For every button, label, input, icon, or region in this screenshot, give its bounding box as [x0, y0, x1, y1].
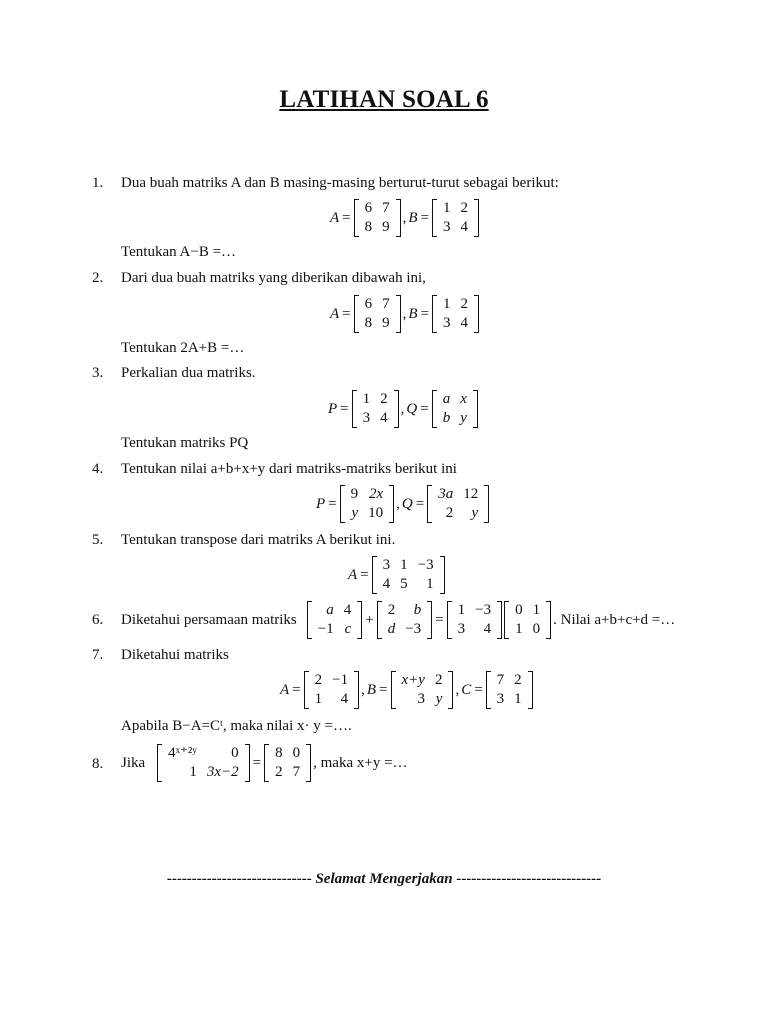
problem-8-text-after: , maka x+y =… [313, 754, 408, 771]
matrix-cell: 8 [275, 745, 283, 761]
matrix-cell: 4 [340, 691, 349, 707]
problem-4-number: 4. [92, 461, 104, 477]
problem-5-matrix-a [372, 556, 445, 594]
matrix-cell: 3 [362, 410, 371, 426]
matrix-cell: 7 [292, 764, 301, 780]
matrix-cell: 7 [496, 672, 505, 688]
matrix-cell: 1 [426, 576, 434, 592]
matrix-cell: −3 [475, 602, 492, 618]
matrix-cell: 8 [364, 315, 373, 331]
matrix-cell: 4ˣ⁺²ʸ [168, 745, 197, 761]
closing-line [0, 871, 768, 888]
matrix-cell: 3 [382, 557, 391, 573]
matrix-cell: 7 [382, 200, 390, 216]
closing-dashes-right: ----------------------------- [456, 871, 602, 887]
problem-1-matrix-a [354, 199, 401, 237]
problem-7-question: Apabila B−A=Cᵗ, maka nilai x· y =…. [121, 718, 352, 734]
matrix-cell: 2 [275, 764, 283, 780]
matrix-cell: 1 [314, 691, 323, 707]
matrix-cell: 4 [343, 602, 352, 618]
matrix-cell: 3 [443, 315, 451, 331]
problem-6-matrix-3 [447, 601, 502, 639]
matrix-cell: y [471, 505, 479, 521]
matrix-cell: 3 [457, 621, 466, 637]
matrix-cell: b [442, 410, 451, 426]
problem-8-matrix-2 [264, 744, 311, 782]
problem-3-matrix-p [352, 390, 399, 428]
matrix-cell: 1 [514, 691, 522, 707]
problem-7-equation: A = 2 −1 1 4 , B = x+y 2 3 y , C = 7 2 3 1 [280, 671, 533, 709]
problem-1-question: Tentukan A−B =… [121, 244, 237, 260]
problem-6-matrix-1 [307, 601, 362, 639]
matrix-cell: 5 [400, 576, 408, 592]
problem-8-number: 8. [92, 756, 104, 772]
matrix-cell: 2 [380, 391, 388, 407]
problem-5-equation: A = 3 1 −3 4 5 1 [348, 556, 445, 594]
problem-2-text: Dari dua buah matriks yang diberikan dibawah ini, [121, 270, 426, 286]
matrix-cell: 10 [368, 505, 384, 521]
matrix-cell: x [460, 391, 467, 407]
matrix-cell: 2x [368, 486, 384, 502]
problem-4-matrix-p [340, 485, 395, 523]
matrix-cell: 4 [382, 576, 391, 592]
matrix-cell: 6 [364, 296, 373, 312]
problem-2-question: Tentukan 2A+B =… [121, 340, 245, 356]
matrix-cell: −1 [317, 621, 334, 637]
matrix-cell: 2 [460, 200, 469, 216]
matrix-cell: 2 [514, 672, 522, 688]
closing-dashes-left: ----------------------------- [166, 871, 312, 887]
problem-8-equation: Jika 4ˣ⁺²ʸ 0 1 3x−2 = 8 0 2 7 , maka x+y =… [121, 745, 408, 780]
matrix-cell: 1 [443, 200, 451, 216]
matrix-cell: 12 [463, 486, 479, 502]
matrix-cell: 3 [417, 691, 425, 707]
page-title: LATIHAN SOAL 6 [279, 86, 489, 113]
matrix-cell: 3 [496, 691, 505, 707]
problem-5-number: 5. [92, 532, 104, 548]
problem-1-text: Dua buah matriks A dan B masing-masing berturut-turut sebagai berikut: [121, 175, 559, 191]
problem-2-equation: A = 6 7 8 9 , B = 1 2 3 4 [330, 295, 479, 333]
matrix-cell: −3 [405, 621, 422, 637]
matrix-cell: 0 [292, 745, 301, 761]
problem-6-matrix-2 [377, 601, 432, 639]
problem-6-text: Diketahui persamaan matriks [121, 611, 297, 628]
matrix-cell: d [387, 621, 396, 637]
matrix-cell: 0 [515, 602, 523, 618]
matrix-cell: 0 [532, 621, 541, 637]
matrix-cell: 3x−2 [206, 764, 239, 780]
problem-3-equation: P = 1 2 3 4 , Q = a x b y [328, 390, 478, 428]
problem-8-text: Jika [121, 754, 146, 771]
problem-7-text: Diketahui matriks [121, 647, 229, 663]
matrix-cell: 2 [434, 672, 443, 688]
matrix-cell: 2 [460, 296, 469, 312]
problem-7-matrix-a [304, 671, 359, 709]
problem-3-matrix-q [432, 390, 478, 428]
matrix-cell: 4 [483, 621, 492, 637]
problem-4-matrix-q [427, 485, 489, 523]
matrix-cell: 9 [350, 486, 359, 502]
problem-3-number: 3. [92, 365, 104, 381]
problem-7-matrix-b [391, 671, 454, 709]
problem-1-equation: A = 6 7 8 9 , B = 1 2 3 4 [330, 199, 479, 237]
matrix-cell: 4 [460, 315, 469, 331]
matrix-cell: a [326, 602, 334, 618]
matrix-cell: 7 [382, 296, 390, 312]
problem-6-equation: Diketahui persamaan matriks a 4 −1 c + 2 b d −3 = 1 −3 3 4 0 1 1 0 . Nilai a+b+c+d =… [121, 602, 676, 637]
matrix-cell: b [413, 602, 422, 618]
matrix-cell: y [435, 691, 443, 707]
matrix-cell: y [460, 410, 467, 426]
matrix-cell: 4 [380, 410, 388, 426]
matrix-cell: 8 [364, 219, 373, 235]
matrix-cell: c [344, 621, 352, 637]
matrix-cell: −3 [417, 557, 434, 573]
matrix-cell: 1 [457, 602, 466, 618]
problem-1-matrix-b [432, 199, 479, 237]
matrix-cell: 6 [364, 200, 373, 216]
matrix-cell: 1 [443, 296, 451, 312]
matrix-cell: 1 [400, 557, 408, 573]
problem-2-matrix-a [354, 295, 401, 333]
matrix-cell: 1 [532, 602, 541, 618]
matrix-cell: 1 [362, 391, 371, 407]
problem-7-number: 7. [92, 647, 104, 663]
problem-5-text: Tentukan transpose dari matriks A berikut ini. [121, 532, 396, 548]
matrix-cell: 3a [438, 486, 454, 502]
problem-3-question: Tentukan matriks PQ [121, 435, 249, 451]
matrix-cell: 2 [387, 602, 396, 618]
matrix-cell: 9 [382, 315, 390, 331]
matrix-cell: 2 [445, 505, 454, 521]
problem-2-number: 2. [92, 270, 104, 286]
problem-6-text-after: . Nilai a+b+c+d =… [553, 611, 676, 628]
problem-1-number: 1. [92, 175, 104, 191]
problem-6-number: 6. [92, 612, 104, 628]
closing-message: Selamat Mengerjakan [315, 871, 453, 887]
matrix-cell: 9 [382, 219, 390, 235]
matrix-cell: a [442, 391, 451, 407]
matrix-cell: y [351, 505, 359, 521]
problem-4-equation: P = 9 2x y 10 , Q = 3a 12 2 y [316, 485, 489, 523]
matrix-cell: 1 [515, 621, 523, 637]
matrix-cell: 3 [443, 219, 451, 235]
matrix-cell: −1 [332, 672, 349, 688]
problem-7-matrix-c [486, 671, 533, 709]
matrix-cell: 4 [460, 219, 469, 235]
matrix-cell: 0 [231, 745, 239, 761]
problem-4-text: Tentukan nilai a+b+x+y dari matriks-matriks berikut ini [121, 461, 457, 477]
problem-6-matrix-4 [504, 601, 551, 639]
problem-3-text: Perkalian dua matriks. [121, 365, 256, 381]
problem-8-matrix-1 [157, 744, 250, 782]
matrix-cell: x+y [401, 672, 425, 688]
matrix-cell: 2 [314, 672, 323, 688]
matrix-cell: 1 [189, 764, 197, 780]
problem-2-matrix-b [432, 295, 479, 333]
